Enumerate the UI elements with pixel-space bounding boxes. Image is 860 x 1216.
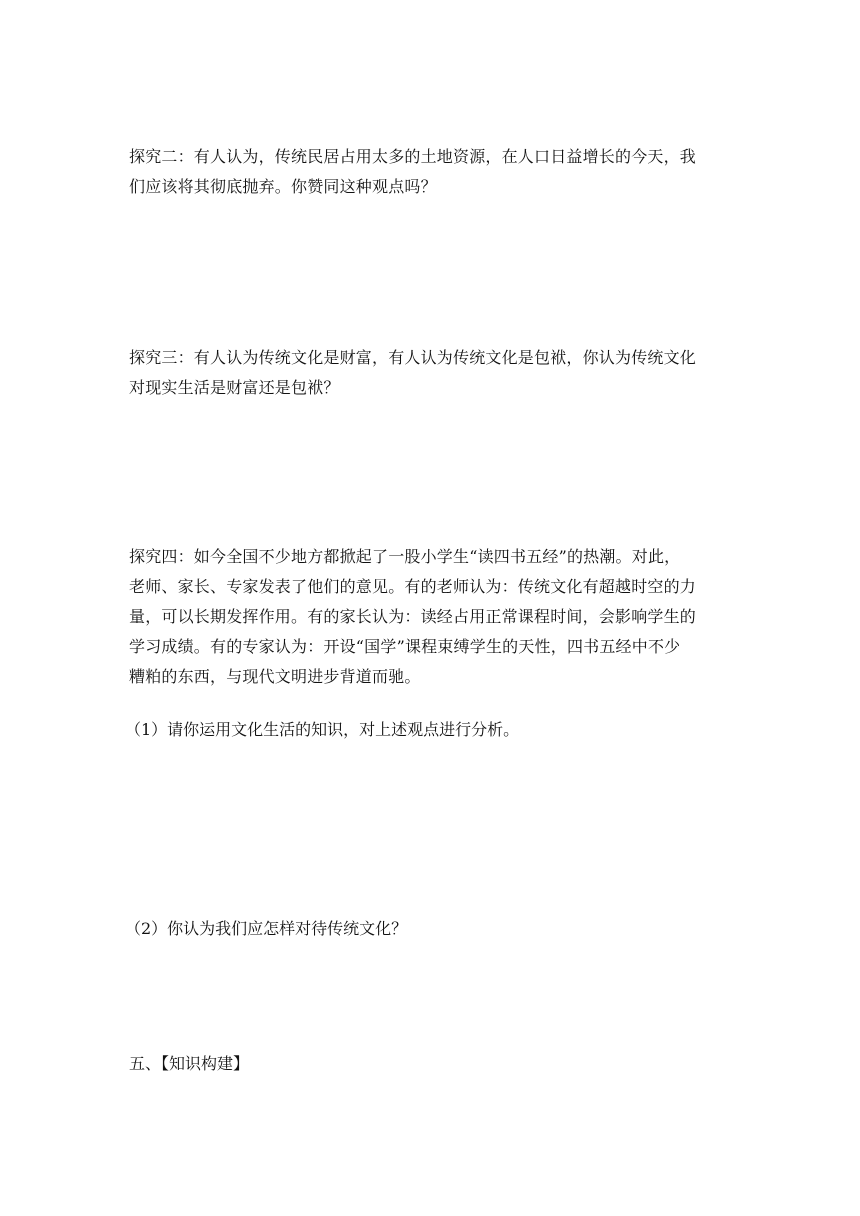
- inquiry-4-question-1: （1）请你运用文化生活的知识，对上述观点进行分析。: [125, 720, 520, 739]
- section-5-heading: 五、【知识构建】: [129, 1054, 250, 1073]
- inquiry-2-paragraph: [129, 142, 734, 202]
- inquiry-4-line-2: 老师、家长、专家发表了他们的意见。有的老师认为：传统文化有超越时空的力: [129, 577, 697, 596]
- inquiry-4-line-4: 学习成绩。有的专家认为：开设“国学”课程束缚学生的天性，四书五经中不少: [129, 637, 681, 656]
- inquiry-2-line-2: 们应该将其彻底抛弃。你赞同这种观点吗？: [129, 177, 437, 196]
- inquiry-4-line-5: 糟粕的东西，与现代文明进步背道而驰。: [129, 667, 421, 686]
- inquiry-4-paragraph: [129, 542, 734, 692]
- inquiry-3-line-2: 对现实生活是财富还是包袱？: [129, 378, 340, 397]
- inquiry-3-paragraph: [129, 343, 734, 403]
- inquiry-2-line-1: 探究二：有人认为，传统民居占用太多的土地资源，在人口日益增长的今天，我: [129, 147, 697, 166]
- inquiry-4-line-1: 探究四：如今全国不少地方都掀起了一股小学生“读四书五经”的热潮。对此，: [129, 547, 681, 566]
- inquiry-4-question-2: （2）你认为我们应怎样对待传统文化？: [125, 919, 408, 938]
- inquiry-4-line-3: 量，可以长期发挥作用。有的家长认为：读经占用正常课程时间，会影响学生的: [129, 607, 697, 626]
- inquiry-3-line-1: 探究三：有人认为传统文化是财富，有人认为传统文化是包袱，你认为传统文化: [129, 348, 697, 367]
